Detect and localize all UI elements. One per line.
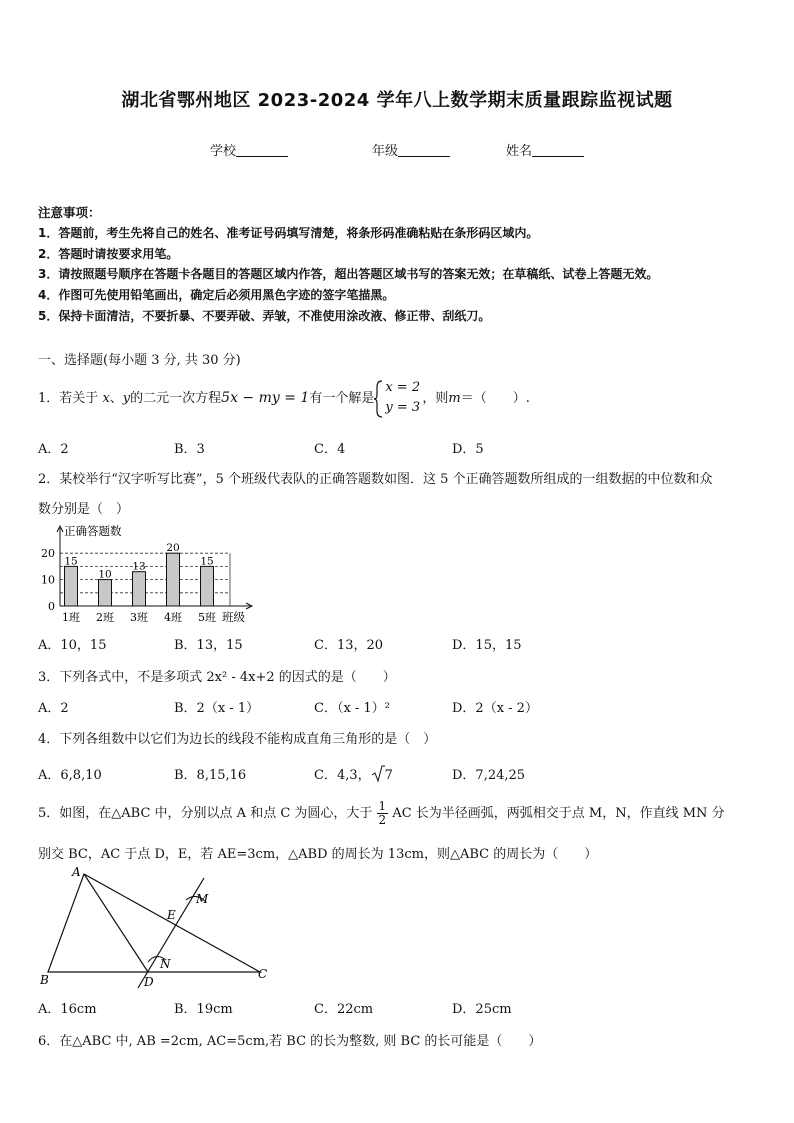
q1-text-c: 有一个解是	[309, 391, 375, 406]
bar-4	[167, 553, 180, 606]
q5-text-a: 如图，在△ABC 中，分别以点 A 和点 C 为圆心，大于	[59, 806, 373, 821]
note-item-1: 1．答题前，考生先将自己的姓名、准考证号码填写清楚，将条形码准确粘贴在条形码区域内。	[38, 226, 539, 240]
q5-number: 5．	[38, 806, 60, 821]
bar-1	[65, 566, 78, 606]
label-e: E	[167, 908, 176, 922]
grade-blank[interactable]	[398, 143, 450, 157]
q2-number: 2．	[38, 472, 60, 487]
q4-option-c-text: C．4,3，	[314, 768, 371, 783]
bar-2	[99, 580, 112, 606]
q4-option-b[interactable]: B．8,15,16	[174, 768, 247, 783]
q2-option-b[interactable]: B．13，15	[174, 638, 243, 653]
q5-option-d[interactable]: D．25cm	[452, 1002, 512, 1017]
q4-text: 下列各组数中以它们为边长的线段不能构成直角三角形的是（ ）	[59, 732, 437, 747]
q1-var-x: x	[102, 391, 110, 406]
q2-option-d[interactable]: D．15，15	[452, 638, 522, 653]
question-5-line1	[38, 796, 725, 832]
school-field[interactable]	[210, 140, 288, 159]
q5-option-c[interactable]: C．22cm	[314, 1002, 374, 1017]
q1-var-m: m	[448, 391, 461, 406]
name-label: 姓名	[506, 144, 533, 159]
q5-frac-den: 2	[378, 813, 387, 827]
label-d: D	[144, 975, 154, 989]
bar-data-label: 15	[64, 555, 78, 568]
x-tick-label: 5班	[198, 611, 216, 624]
q3-option-d[interactable]: D．2（x - 2）	[452, 701, 538, 716]
q3-option-b[interactable]: B．2（x - 1）	[174, 701, 260, 716]
page-title: 湖北省鄂州地区 2023-2024 学年八上数学期末质量跟踪监视试题	[121, 90, 673, 111]
q2-text-line2: 数分别是（ ）	[38, 502, 130, 517]
q4-option-d[interactable]: D．7,24,25	[452, 768, 526, 783]
q4-option-a[interactable]: A．6,8,10	[38, 768, 102, 783]
name-blank[interactable]	[532, 143, 584, 157]
label-n: N	[160, 957, 171, 971]
x-tick-label: 2班	[96, 611, 114, 624]
q1-sep: 、	[109, 391, 123, 406]
x-tick-label: 1班	[62, 611, 80, 624]
section-title: 一、选择题(每小题 3 分, 共 30 分)	[38, 353, 241, 368]
question-1	[38, 378, 530, 418]
q1-option-c[interactable]: C．4	[314, 442, 346, 457]
sqrt-icon	[371, 765, 385, 783]
segment-ad	[84, 874, 148, 972]
bar-3	[133, 572, 146, 606]
grade-label: 年级	[372, 144, 399, 159]
q1-text-e: ＝（ ）.	[460, 391, 530, 406]
q2-option-a[interactable]: A．10，15	[38, 638, 107, 653]
question-6	[38, 1030, 541, 1049]
q1-var-y: y	[122, 391, 131, 406]
grade-field[interactable]	[372, 140, 450, 159]
q3-text: 下列各式中，不是多项式 2x² - 4x+2 的因式的是（ ）	[59, 670, 396, 685]
y-tick-label: 0	[48, 600, 55, 613]
bar-data-label: 10	[98, 568, 112, 581]
school-label: 学校	[210, 144, 237, 159]
note-item-3: 3．请按照题号顺序在答题卡各题目的答题区域内作答，超出答题区域书写的答案无效；在草稿纸、试卷上答题无效。	[38, 267, 659, 281]
bar-chart	[36, 522, 266, 628]
question-3	[38, 666, 396, 685]
q1-system-line1: x = 2	[385, 379, 421, 395]
q4-number: 4．	[38, 732, 60, 747]
bar-data-label: 20	[166, 542, 180, 555]
q1-option-a[interactable]: A．2	[38, 442, 69, 457]
q1-number: 1．	[38, 391, 60, 406]
q3-number: 3．	[38, 670, 60, 685]
q5-text-b: AC 长为半径画弧，两弧相交于点 M，N，作直线 MN 分	[392, 806, 725, 821]
question-2-line1	[38, 468, 713, 487]
y-tick-label: 10	[41, 573, 55, 587]
label-m: M	[196, 892, 209, 906]
q1-text-d: ，则	[422, 391, 449, 406]
q3-option-a[interactable]: A．2	[38, 701, 69, 716]
note-item-2: 2．答题时请按要求用笔。	[38, 247, 179, 261]
question-4	[38, 728, 436, 747]
q1-text-a: 若关于	[59, 391, 99, 406]
q5-fraction	[377, 800, 389, 827]
note-item-5: 5．保持卡面清洁，不要折暴、不要弄破、弄皱，不准使用涂改液、修正带、刮纸刀。	[38, 309, 491, 323]
q4-sqrt-radicand: 7	[384, 768, 393, 783]
q1-equation: 5x − my = 1	[221, 390, 310, 406]
q5-text-line2: 别交 BC，AC 于点 D，E，若 AE=3cm，△ABD 的周长为 13cm，则△ABC 的周长为（ ）	[38, 847, 598, 862]
q1-system-line2: y = 3	[385, 399, 421, 415]
x-tick-label: 4班	[164, 611, 182, 624]
brace-icon	[374, 379, 384, 419]
note-item-4: 4．作图可先使用铅笔画出，确定后必须用黑色字迹的签字笔描黑。	[38, 288, 395, 302]
x-tick-label: 3班	[130, 611, 148, 624]
triangle-figure	[36, 862, 276, 994]
notes-heading: 注意事项：	[38, 205, 101, 220]
q1-system	[374, 379, 422, 419]
bar-5	[201, 566, 214, 606]
q4-option-c[interactable]	[314, 764, 393, 783]
q6-number: 6．	[38, 1034, 60, 1049]
q5-option-b[interactable]: B．19cm	[174, 1002, 233, 1017]
y-tick-label: 20	[41, 547, 55, 561]
q1-text-b: 的二元一次方程	[130, 391, 222, 406]
school-blank[interactable]	[236, 143, 288, 157]
x-axis-label: 班级	[222, 610, 245, 624]
q3-option-c[interactable]: C．（x - 1）²	[314, 701, 390, 716]
q1-option-b[interactable]: B．3	[174, 442, 205, 457]
label-b: B	[40, 973, 49, 987]
label-a: A	[72, 865, 81, 879]
q5-option-a[interactable]: A．16cm	[38, 1002, 97, 1017]
q2-option-c[interactable]: C．13，20	[314, 638, 384, 653]
name-field[interactable]	[506, 140, 584, 159]
label-c: C	[258, 967, 268, 981]
q1-option-d[interactable]: D．5	[452, 442, 484, 457]
q2-text-line1: 某校举行“汉字听写比赛”，5 个班级代表队的正确答题数如图．这 5 个正确答题数所组成的一组数据的中位数和众	[59, 472, 713, 487]
bar-data-label: 15	[200, 555, 214, 568]
chart-title: 正确答题数	[64, 524, 122, 538]
q5-frac-num: 1	[378, 799, 387, 813]
bar-data-label: 13	[132, 560, 146, 573]
q6-text: 在△ABC 中, AB =2cm, AC=5cm,若 BC 的长为整数, 则 BC 的长可能是（ ）	[59, 1034, 542, 1049]
